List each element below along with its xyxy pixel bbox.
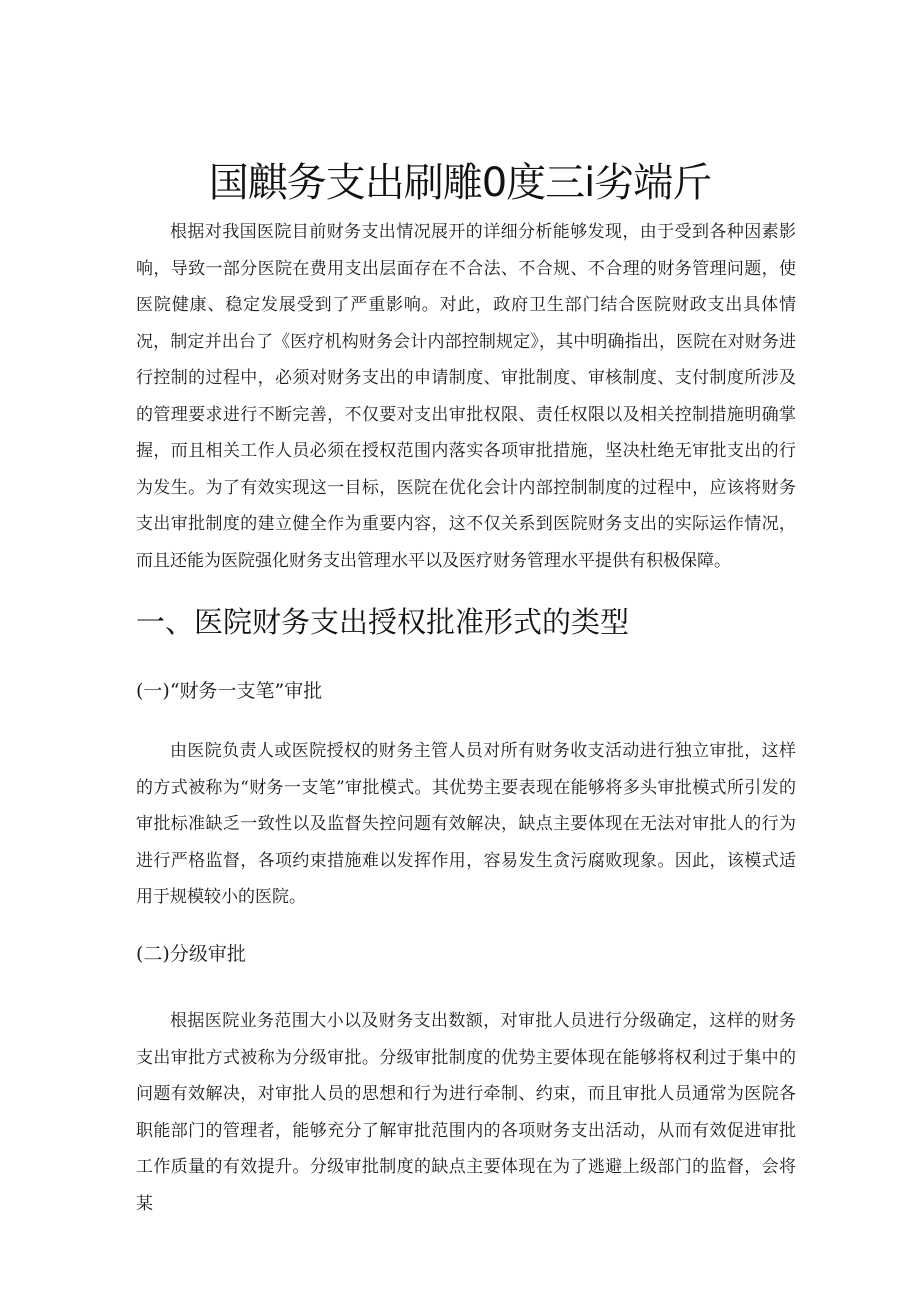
subsection-2-paragraph: 根据医院业务范围大小以及财务支出数额，对审批人员进行分级确定，这样的财务支出审批方式被称为分级审批。分级审批制度的优势主要体现在能够将权利过于集中的问题有效解决，对审批人员的思想和行为进行牵制、约束，而且审批人员通常为医院各职能部门的管理者，能够充分了解审批范围内的各项财务支出活动，从而有效促进审批工作质量的有效提升。分级审批制度的缺点主要体现在为了逃避上级部门的监督，会将某: [136, 1011, 796, 1214]
subsection-heading-1: (一)“财务一支笔”审批: [136, 680, 323, 702]
intro-paragraph: 根据对我国医院目前财务支出情况展开的详细分析能够发现，由于受到各种因素影响，导致一部分医院在费用支出层面存在不合法、不合规、不合理的财务管理问题，使医院健康、稳定发展受到了严重影响。对此，政府卫生部门结合医院财政支出具体情况，制定并出台了《医疗机构财务会计内部控制规定》，其中明确指出，医院在对财务进行控制的过程中，必须对财务支出的申请制度、审批制度、审核制度、支付制度所涉及的管理要求进行不断完善，不仅要对支出审批权限、责任权限以及相关控制措施明确掌握，而且相关工作人员必须在授权范围内落实各项审批措施，坚决杜绝无审批支出的行为发生。为了有效实现这一目标，医院在优化会计内部控制制度的过程中，应该将财务支出审批制度的建立健全作为重要内容，这不仅关系到医院财务支出的实际运作情况，而且还能为医院强化财务支出管理水平以及医疗财务管理水平提供有积极保障。: [136, 222, 796, 571]
section-heading: 一、医院财务支出授权批准形式的类型: [136, 605, 630, 639]
document-title: 国麒务支出刷雕0度三i劣端斤: [208, 159, 712, 206]
subsection-1-paragraph: 由医院负责人或医院授权的财务主管人员对所有财务收支活动进行独立审批，这样的方式被称为“财务一支笔”审批模式。其优势主要表现在能够将多头审批模式所引发的审批标准缺乏一致性以及监督失控问题有效解决，缺点主要体现在无法对审批人的行为进行严格监督，各项约束措施难以发挥作用，容易发生贪污腐败现象。因此，该模式适用于规模较小的医院。: [136, 741, 796, 907]
subsection-heading-2: (二)分级审批: [136, 943, 246, 965]
